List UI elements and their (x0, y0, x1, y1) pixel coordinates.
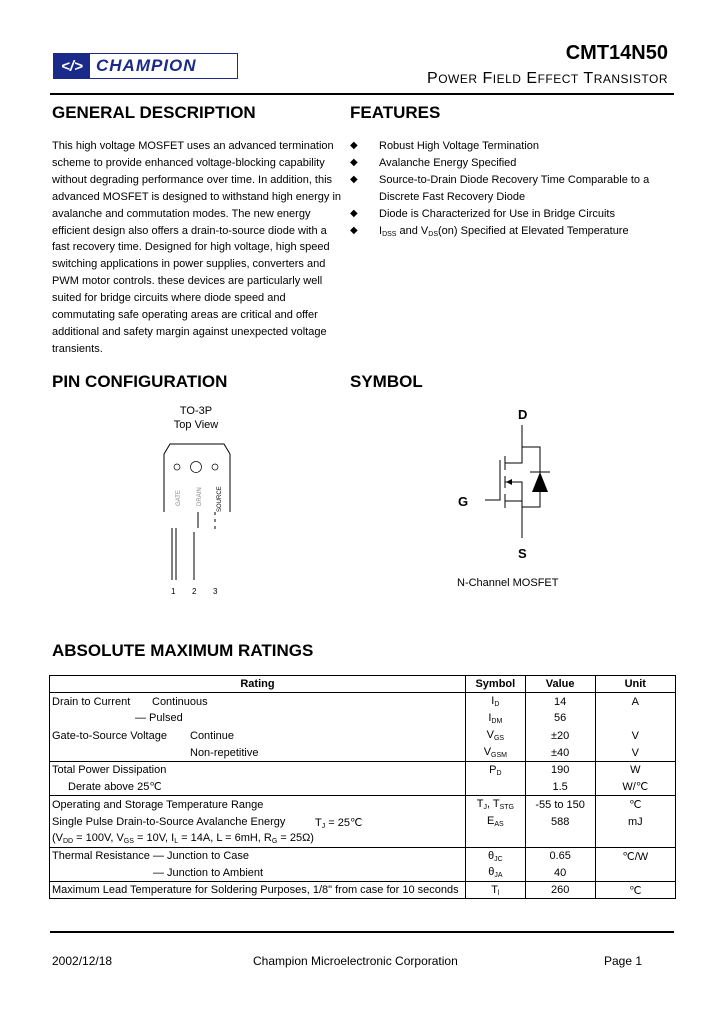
gate-label: G (458, 494, 469, 509)
subtitle-initial: E (526, 70, 538, 87)
column-header: Rating (50, 676, 466, 693)
subtitle-word: FFECT (537, 72, 579, 86)
subtitle-initial: F (482, 70, 493, 87)
subtitle-initial: T (583, 70, 594, 87)
text-line: This high voltage MOSFET uses an advanced termination (52, 140, 334, 152)
mosfet-symbol-diagram (450, 400, 570, 565)
header-divider (50, 93, 674, 95)
feature-item (350, 155, 649, 172)
text-line: suited for bridge circuits where diode speed and (52, 292, 286, 305)
part-number: CMT14N50 (565, 42, 668, 64)
absolute-maximum-ratings-heading: ABSOLUTE MAXIMUM RATINGS (52, 641, 314, 660)
document-subtitle (427, 70, 668, 88)
text-line: fast recovery time. Designed for high voltage, high speed (52, 241, 330, 254)
table-row: Gate-to-Source Voltage Continue $V_{GS}$ ±20 V (50, 727, 676, 744)
company-logo (53, 53, 238, 79)
feature-text: $I_{DSS}$ and $V_{DS}(on)$ Specified at Elevated Temperature (379, 224, 629, 238)
table-row: Operating and Storage Temperature Range $T_J$, $T_{STG}$ -55 to 150 ℃ (50, 796, 676, 813)
feature-item (350, 206, 649, 223)
symbol-caption: N-Channel MOSFET (457, 577, 559, 589)
pin-label-gate: GATE (176, 490, 182, 506)
bullet-icon: ◆ (350, 207, 358, 219)
features-heading: FEATURES (350, 103, 441, 122)
feature-text: Source-to-Drain Diode Recovery Time Comparable to a (379, 173, 650, 186)
table-row: Derate above 25℃ 1.5 W/℃ (50, 779, 676, 796)
table-row: Non-repetitive $V_{GSM}$ ±40 V (50, 744, 676, 761)
feature-item (350, 223, 649, 244)
footer-date: 2002/12/18 (52, 954, 113, 968)
text-line: additional and safety margin against unexpected voltage (52, 325, 327, 338)
source-label: S (518, 546, 527, 561)
column-header: Unit (595, 676, 675, 693)
pin-number: 3 (213, 587, 218, 596)
drain-label: D (518, 407, 528, 422)
table-row: Total Power Dissipation $P_D$ 190 W (50, 761, 676, 778)
subtitle-initial: P (427, 70, 439, 87)
footer-page-number: Page 1 (604, 954, 643, 968)
text-line: transients. (52, 342, 103, 355)
logo-text: CHAMPION (96, 56, 197, 75)
table-row: — Pulsed $I_{DM}$ 56 (50, 710, 676, 727)
feature-text: Diode is Characterized for Use in Bridge Circuits (379, 207, 615, 220)
feature-item (350, 172, 649, 189)
feature-text: Robust High Voltage Termination (379, 140, 540, 152)
text-line: PWM motor controls. these devices are particularly well (52, 275, 323, 288)
ratings-table (49, 675, 676, 899)
pin-configuration-heading: PIN CONFIGURATION (52, 372, 228, 391)
footer-company: Champion Microelectronic Corporation (253, 954, 458, 968)
table-row: ($V_{DD} = 100V$, $V_{GS} = 10V$, $I_L = 14A$, L = 6mH, $R_G = 25\Omega$) (50, 830, 676, 847)
text-line: avalanche and commutation modes. The new energy (52, 207, 311, 220)
table-row: Single Pulse Drain-to-Source Avalanche Energy $T_J$ = 25℃ $E_{AS}$ 588 mJ (50, 813, 676, 830)
general-description-text (52, 138, 342, 358)
pin-label-source: SOURCE (217, 486, 223, 512)
feature-item (350, 138, 649, 155)
table-row: — Junction to Ambient $\theta_{JA}$ 40 (50, 865, 676, 882)
table-header-row (50, 676, 676, 693)
subtitle-word: RANSISTOR (593, 72, 668, 86)
features-list (350, 138, 649, 243)
bullet-icon: ◆ (350, 156, 358, 168)
logo-mark-icon: </> (54, 54, 90, 78)
pin-label-drain: DRAIN (197, 487, 203, 506)
table-row: Maximum Lead Temperature for Soldering Purposes, 1/8" from case for 10 seconds $T_l$ 260 ℃ (50, 882, 676, 899)
text-line: commutating safe operating areas are critical and offer (52, 309, 318, 322)
table-row: Thermal Resistance — Junction to Case $\theta_{JC}$ 0.65 ℃/W (50, 847, 676, 864)
pin-number: 1 (171, 587, 176, 596)
footer-divider (50, 931, 674, 933)
feature-text: Discrete Fast Recovery Diode (379, 190, 526, 203)
text-line: switching applications in power supplies, converters and (52, 258, 326, 271)
subtitle-word: OWER (438, 72, 478, 86)
column-header: Value (525, 676, 595, 693)
bullet-icon: ◆ (350, 140, 358, 151)
symbol-heading: SYMBOL (350, 372, 423, 391)
to3p-package-drawing (150, 440, 250, 600)
text-line: advanced MOSFET is designed to withstand high energy in (52, 190, 342, 203)
text-line: without degrading performance over time. In addition, this (52, 173, 333, 186)
bullet-icon: ◆ (350, 224, 358, 236)
column-header: Symbol (465, 676, 525, 693)
feature-item-continued (350, 189, 649, 206)
general-description-heading: GENERAL DESCRIPTION (52, 103, 256, 122)
text-line: efficient design also offers a drain-to-source diode with a (52, 224, 327, 237)
table-row: Drain to Current Continuous $I_D$ 14 A (50, 693, 676, 710)
package-label: TO-3P Top View (173, 405, 219, 431)
bullet-icon: ◆ (350, 173, 358, 185)
pin-number: 2 (192, 587, 197, 596)
text-line: scheme to provide enhanced voltage-blocking capability (52, 156, 325, 169)
feature-text: Avalanche Energy Specified (379, 156, 517, 169)
subtitle-word: IELD (492, 72, 522, 86)
